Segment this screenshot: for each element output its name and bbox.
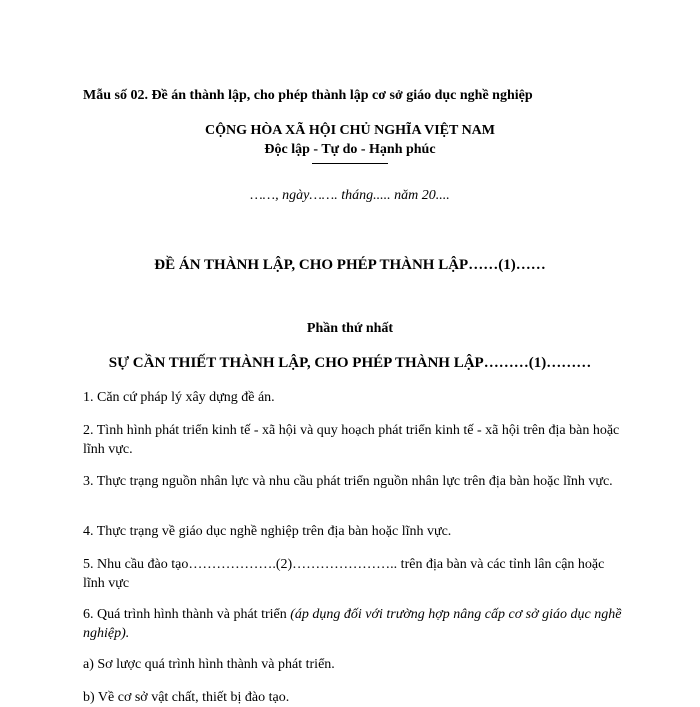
- paragraph-development-history-note: (áp dụng đối với trường hợp nâng cấp cơ sở giáo dục nghề nghiệp).: [83, 607, 622, 641]
- part-title: SỰ CẦN THIẾT THÀNH LẬP, CHO PHÉP THÀNH LẬP………(1)………: [108, 355, 592, 371]
- national-motto: Độc lập - Tự do - Hạnh phúc: [264, 142, 436, 157]
- paragraph-socioeconomic: 2. Tình hình phát triển kinh tế - xã hội và quy hoạch phát triển kinh tế - xã hội trên địa bàn hoặc lĩnh vực.: [83, 423, 620, 457]
- part-label: Phần thứ nhất: [306, 321, 394, 336]
- date-line: ……, ngày……. tháng..... năm 20....: [250, 188, 450, 203]
- document-title: ĐỀ ÁN THÀNH LẬP, CHO PHÉP THÀNH LẬP……(1)……: [154, 257, 546, 273]
- paragraph-vocational-status: 4. Thực trạng về giáo dục nghề nghiệp trên địa bàn hoặc lĩnh vực.: [83, 524, 452, 539]
- paragraph-legal-basis: 1. Căn cứ pháp lý xây dựng đề án.: [83, 390, 275, 405]
- paragraph-development-history: [83, 605, 623, 643]
- paragraph-human-resources: 3. Thực trạng nguồn nhân lực và nhu cầu phát triển nguồn nhân lực trên địa bàn hoặc lĩnh vực.: [83, 474, 613, 489]
- paragraph-training-demand: 5. Nhu cầu đào tạo……………….(2)………………….. trên địa bàn và các tỉnh lân cận hoặc lĩnh vực: [83, 557, 605, 591]
- header-divider: [312, 163, 388, 164]
- paragraph-facilities: b) Về cơ sở vật chất, thiết bị đào tạo.: [83, 690, 290, 705]
- paragraph-history-summary: a) Sơ lược quá trình hình thành và phát triển.: [83, 657, 335, 672]
- form-number-heading: Mẫu số 02. Đề án thành lập, cho phép thành lập cơ sở giáo dục nghề nghiệp: [83, 88, 533, 103]
- paragraph-development-history-main: 6. Quá trình hình thành và phát triển: [83, 607, 291, 622]
- nation-name: CỘNG HÒA XÃ HỘI CHỦ NGHĨA VIỆT NAM: [204, 123, 495, 138]
- national-header: [0, 121, 700, 164]
